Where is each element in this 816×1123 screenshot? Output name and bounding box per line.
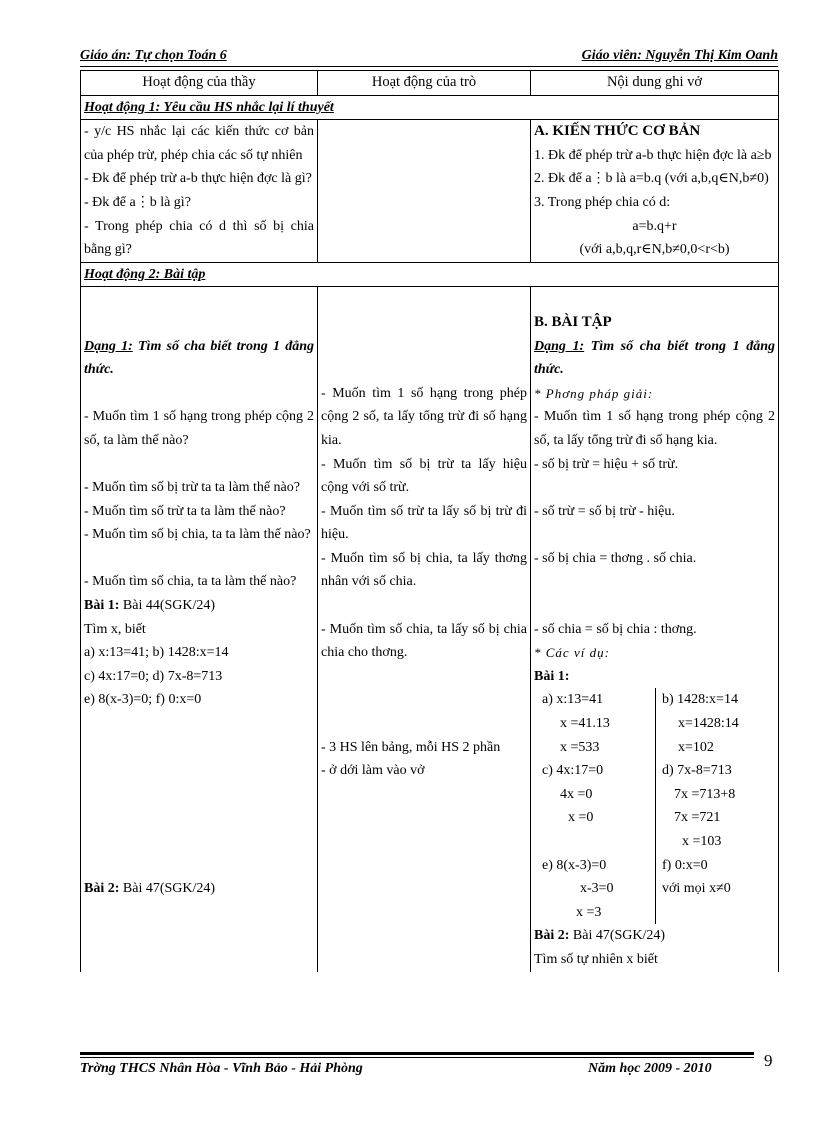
s2-content-examples: * Các ví dụ: xyxy=(534,645,610,661)
s1-formula: a=b.q+r xyxy=(632,218,677,234)
s2-content-cell xyxy=(531,287,779,972)
s2-content-m4: - số bị chia = thơng . số chia. xyxy=(534,550,697,566)
section-row-2 xyxy=(81,262,779,287)
ex-right-7: f) 0:x=0 xyxy=(662,857,708,873)
s2-content-m2: - số bị trừ = hiệu + số trừ. xyxy=(534,456,679,472)
section-2-body xyxy=(81,287,779,972)
s2-teacher-ex-cd: c) 4x:17=0; d) 7x-8=713 xyxy=(84,668,223,684)
ex-left-6 xyxy=(542,830,655,854)
section-row-1 xyxy=(81,95,779,120)
s1-teacher-cell xyxy=(81,120,318,263)
s2-content-bai1: Bài 1: xyxy=(534,668,570,684)
ex-right-2: x=102 xyxy=(678,739,714,755)
ex-left-8: x-3=0 xyxy=(580,881,614,897)
s1-content-title: A. KIẾN THỨC CƠ BẢN xyxy=(534,123,701,140)
s2-content-m1: - Muốn tìm 1 số hạng trong phép cộng 2 số, ta lấy tổng trừ đi số hạng kia. xyxy=(534,409,775,448)
ex-left-1: x =41.13 xyxy=(560,716,610,732)
lesson-table xyxy=(80,70,779,972)
worked-examples xyxy=(534,688,775,924)
ex-left-7: e) 8(x-3)=0 xyxy=(542,857,607,873)
s2-teacher-q1: - Muốn tìm 1 số hạng trong phép cộng 2 số, ta làm thế nào? xyxy=(84,409,314,448)
col-header-student: Hoạt động của trò xyxy=(318,71,531,96)
table-header-row xyxy=(81,71,779,96)
section-1-title: Hoạt động 1: Yêu cầu HS nhắc lại lí thuyết xyxy=(84,99,334,115)
s2-teacher-q3: - Muốn tìm số trừ ta ta làm thế nào? xyxy=(84,503,286,519)
s2-student-a5: - Muốn tìm số chia, ta lấy số bị chia chia cho thơng. xyxy=(321,621,527,661)
s2-student-a3: - Muốn tìm số trừ ta lấy số bị trừ đi hiệu. xyxy=(321,503,527,543)
s1-teacher-q1: - y/c HS nhắc lại các kiến thức cơ bản của phép trừ, phép chia các số tự nhiên xyxy=(84,124,314,163)
s2-teacher-cell xyxy=(81,287,318,972)
s2-content-title: B. BÀI TẬP xyxy=(534,313,612,330)
s2-teacher-bai1: Bài 1: Bài 44(SGK/24) xyxy=(84,598,216,614)
s1-teacher-q4: - Trong phép chia có d thì số bị chia bằng gì? xyxy=(84,218,314,258)
s1-content-line2: 2. Đk để a⋮b là a=b.q (với a,b,q∈N,b≠0) xyxy=(534,171,769,187)
footer-rule-thick xyxy=(80,1052,754,1055)
page-number: 9 xyxy=(764,1051,773,1070)
s1-teacher-q3: - Đk để a⋮b là gì? xyxy=(84,194,191,210)
s2-teacher-dang1: Dạng 1: Tìm số cha biết trong 1 đẳng thức. xyxy=(84,338,314,378)
s1-formula-note: (với a,b,q,r∈N,b≠0,0<r<b) xyxy=(579,242,730,258)
col-header-content: Nội dung ghi vở xyxy=(531,71,779,96)
ex-right-5: 7x =721 xyxy=(674,810,721,826)
header-rule xyxy=(80,66,778,67)
s1-content-line1: 1. Đk để phép trừ a-b thực hiện đợc là a≥b xyxy=(534,147,772,163)
s1-content-cell xyxy=(531,120,779,263)
ex-right-0: b) 1428:x=14 xyxy=(662,692,738,708)
s2-student-a6: - 3 HS lên bảng, mỗi HS 2 phần xyxy=(321,739,501,755)
ex-right-8: với mọi x≠0 xyxy=(662,881,731,897)
s2-content-bai2: Bài 2: Bài 47(SGK/24) xyxy=(534,928,666,944)
s1-content-line3: 3. Trong phép chia có d: xyxy=(534,194,671,210)
footer-rule-thin xyxy=(80,1057,754,1058)
section-2-title: Hoạt động 2: Bài tập xyxy=(84,266,206,282)
footer-school: Trờng THCS Nhân Hòa - Vĩnh Bảo - Hải Phòng xyxy=(80,1061,363,1076)
ex-right-6: x =103 xyxy=(682,834,722,849)
header-right: Giáo viên: Nguyễn Thị Kim Oanh xyxy=(581,48,778,63)
s2-teacher-ex-ef: e) 8(x-3)=0; f) 0:x=0 xyxy=(84,692,202,708)
ex-left-3: c) 4x:17=0 xyxy=(542,763,604,779)
ex-left-2: x =533 xyxy=(560,739,600,755)
ex-left-4: 4x =0 xyxy=(560,786,593,802)
s2-student-a7: - ở dới làm vào vở xyxy=(321,763,425,779)
header-left: Giáo án: Tự chọn Toán 6 xyxy=(80,48,227,63)
examples-right-col xyxy=(656,688,775,924)
s2-content-m3: - số trừ = số bị trừ - hiệu. xyxy=(534,503,675,519)
s2-teacher-bai1-task: Tìm x, biết xyxy=(84,621,146,637)
s1-teacher-q2: - Đk để phép trừ a-b thực hiện đợc là gì? xyxy=(84,171,312,187)
s2-student-a4: - Muốn tìm số bị chia, ta lấy thơng nhân với số chia. xyxy=(321,550,527,590)
examples-left-col xyxy=(534,688,656,924)
s2-student-a2: - Muốn tìm số bị trừ ta lấy hiệu cộng với số trừ. xyxy=(321,456,527,496)
ex-right-4: 7x =713+8 xyxy=(674,786,736,802)
ex-right-9 xyxy=(662,901,775,925)
s2-student-a1: - Muốn tìm 1 số hạng trong phép cộng 2 số, ta lấy tổng trừ đi số hạng kia. xyxy=(321,385,527,448)
s2-teacher-q5: - Muốn tìm số chia, ta ta làm thế nào? xyxy=(84,574,297,590)
section-1-body xyxy=(81,120,779,263)
s2-teacher-q4: - Muốn tìm số bị chia, ta ta làm thế nào? xyxy=(84,527,311,543)
s2-teacher-bai2: Bài 2: Bài 47(SGK/24) xyxy=(84,881,216,897)
footer-year: Năm học 2009 - 2010 xyxy=(588,1061,712,1076)
s2-student-cell xyxy=(318,287,531,972)
s2-content-dang1: Dạng 1: Tìm số cha biết trong 1 đẳng thức. xyxy=(534,338,775,378)
ex-right-3: d) 7x-8=713 xyxy=(662,763,732,779)
s2-content-m5: - số chia = số bị chia : thơng. xyxy=(534,621,697,637)
s2-teacher-q2: - Muốn tìm số bị trừ ta ta làm thế nào? xyxy=(84,480,300,496)
ex-left-0: a) x:13=41 xyxy=(542,692,604,708)
s2-teacher-ex-ab: a) x:13=41; b) 1428:x=14 xyxy=(84,645,229,661)
s1-student-cell xyxy=(318,120,531,263)
ex-left-9: x =3 xyxy=(576,904,602,920)
ex-left-5: x =0 xyxy=(568,810,594,826)
ex-right-1: x=1428:14 xyxy=(678,716,739,732)
col-header-teacher: Hoạt động của thầy xyxy=(81,71,318,96)
s2-content-bai2-task: Tìm số tự nhiên x biết xyxy=(534,951,658,967)
s2-content-method: * Phơng pháp giải: xyxy=(534,385,654,401)
